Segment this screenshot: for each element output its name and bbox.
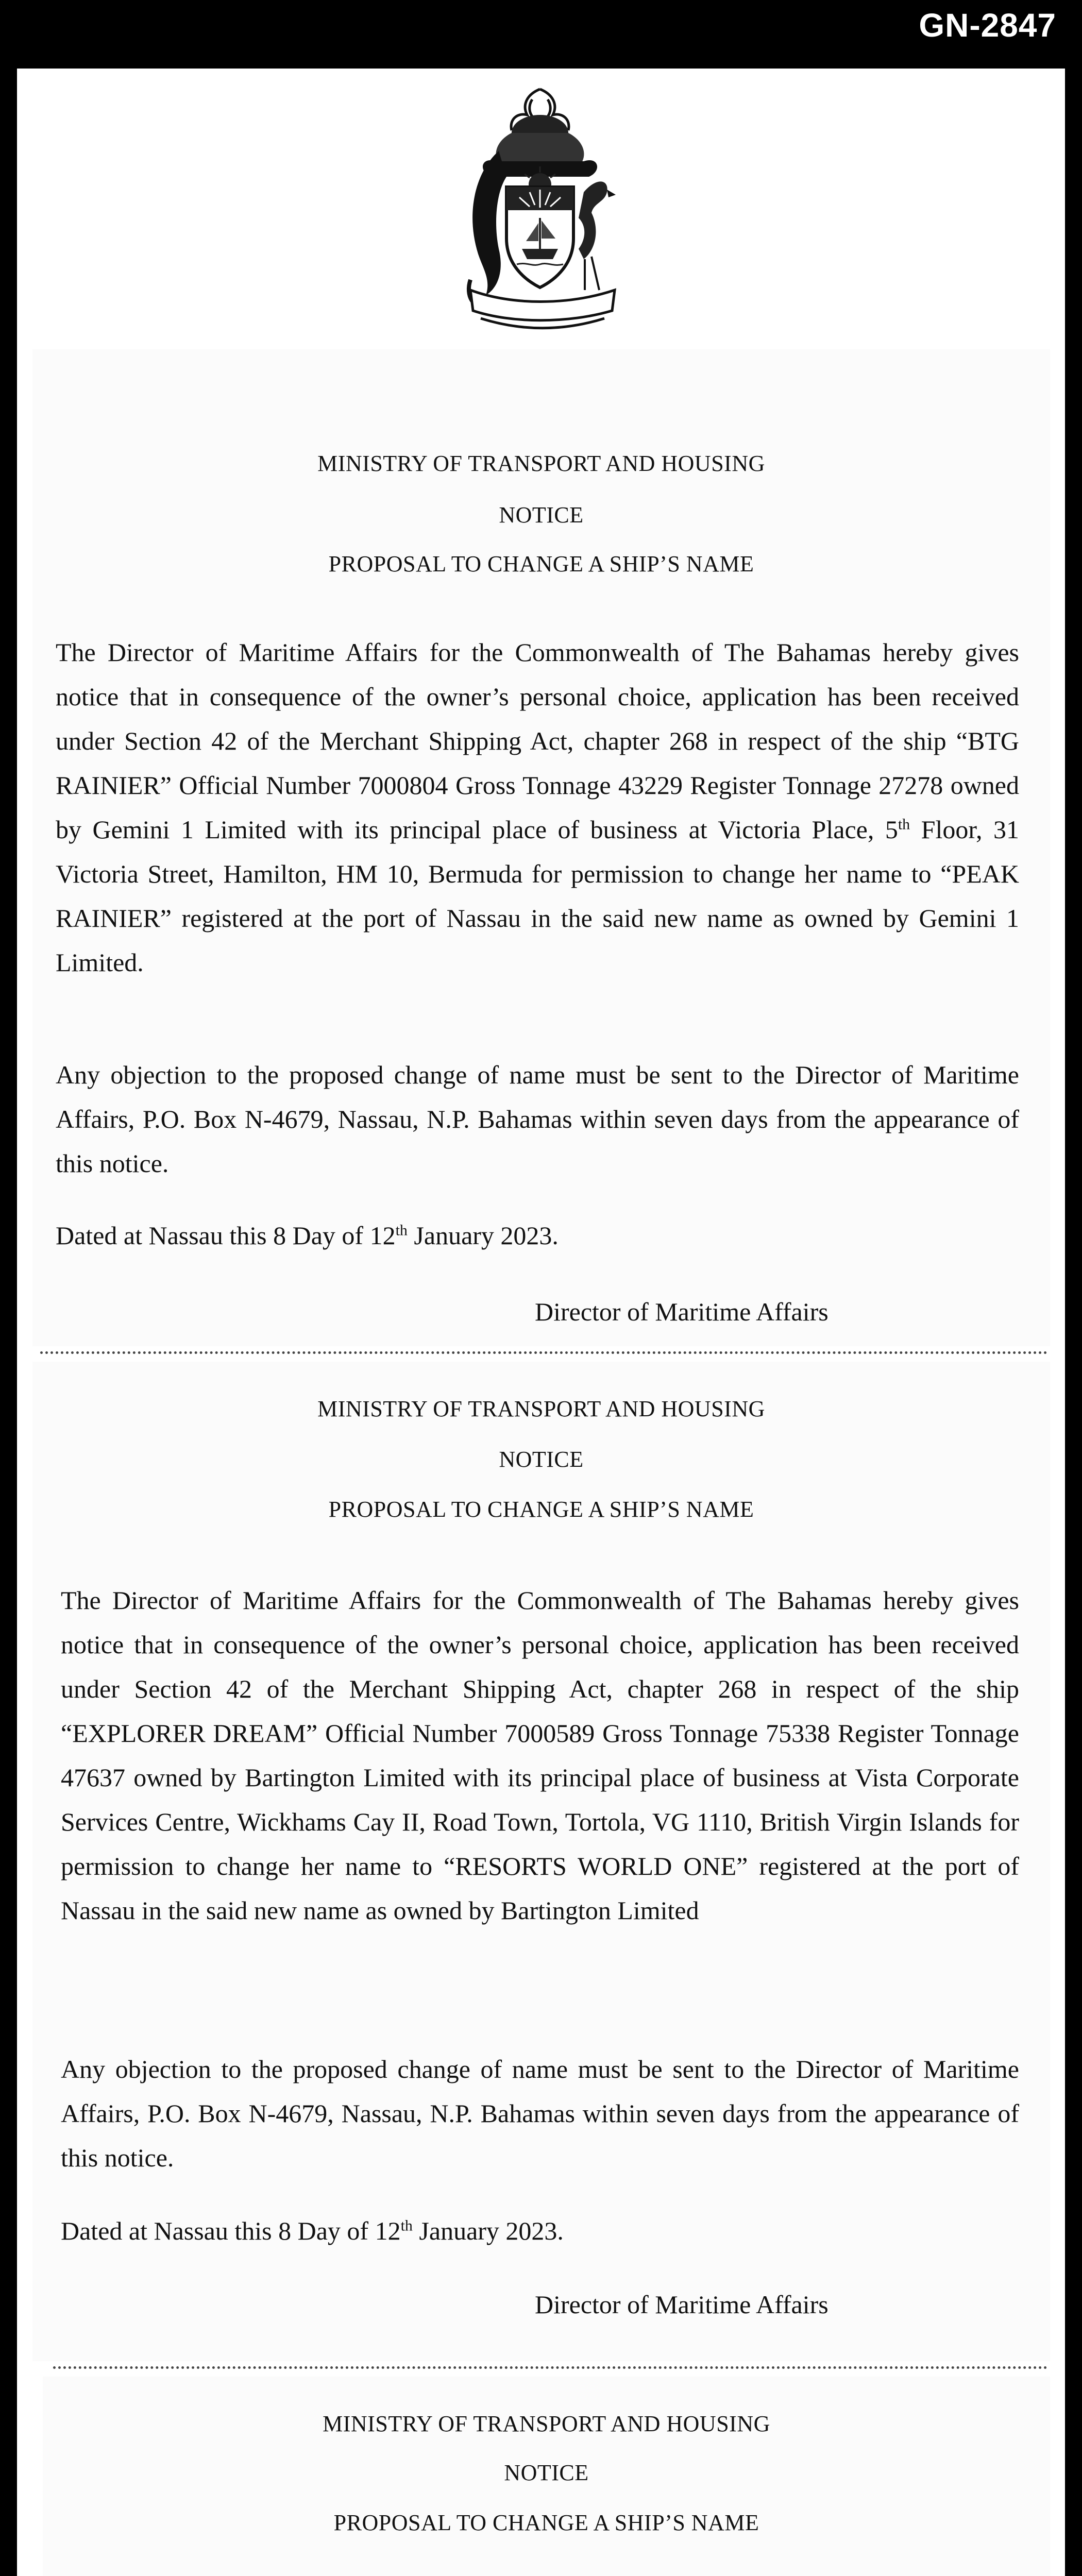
notice-body: The Director of Maritime Affairs for the Commonwealth of The Bahamas hereby gives notice that in consequence of the owner’s personal choice, application has been received under Section 42 of the Merchant Shipping Act, chapter 268 in respect of the ship “EXPLORER DREAM” Official Number 7000589 Gross Tonnage 75338 Register Tonnage 47637 owned by Bartington Limited with its principal place of business at Vista Corporate Services Centre, Wickhams Cay II, Road Town, Tortola, VG 1110, British Virgin Islands for permission to change her name to “RESORTS WORLD ONE” registered at the port of Nassau in the said new name as owned by Bartington Limited (61, 1586, 1019, 1925)
notice-falcon (43, 2377, 1050, 2576)
divider (53, 2366, 1047, 2369)
notice-heading: NOTICE (499, 1447, 584, 1472)
notice-subject: PROPOSAL TO CHANGE A SHIP’S NAME (328, 1497, 754, 1522)
signatory: Director of Maritime Affairs (535, 1297, 829, 1326)
notice-explorer-dream (32, 1362, 1050, 2361)
objection-paragraph: Any objection to the proposed change of name must be sent to the Director of Maritime Affairs, P.O. Box N-4679, Nassau, N.P. Bahamas within seven days from the appearance of this notice. (56, 1060, 1019, 1178)
notice-page (17, 69, 1065, 2576)
ministry-title: MINISTRY OF TRANSPORT AND HOUSING (323, 2411, 770, 2436)
divider (40, 1351, 1047, 1354)
notice-body: The Director of Maritime Affairs for the Commonwealth of The Bahamas hereby gives notice that in consequence of the owner’s personal choice, application has been received under Section 42 of the Merchant Shipping Act, chapter 268 in respect of the ship “BTG RAINIER” Official Number 7000804 Gross Tonnage 43229 Register Tonnage 27278 owned by Gemini 1 Limited with its principal place of business at Victoria Place, 5th Floor, 31 Victoria Street, Hamilton, HM 10, Bermuda for permission to change her name to “PEAK RAINIER” registered at the port of Nassau in the said new name as owned by Gemini 1 Limited. (56, 638, 1019, 977)
notice-subject: PROPOSAL TO CHANGE A SHIP’S NAME (333, 2510, 759, 2535)
objection-paragraph: Any objection to the proposed change of name must be sent to the Director of Maritime Affairs, P.O. Box N-4679, Nassau, N.P. Bahamas within seven days from the appearance of this notice. (61, 2055, 1019, 2172)
dated-line: Dated at Nassau this 8 Day of 12th January 2023. (61, 2216, 564, 2245)
notice-subject: PROPOSAL TO CHANGE A SHIP’S NAME (328, 551, 754, 577)
signatory: Director of Maritime Affairs (535, 2290, 829, 2319)
notice-heading: NOTICE (504, 2460, 589, 2485)
ministry-title: MINISTRY OF TRANSPORT AND HOUSING (317, 1396, 765, 1421)
gazette-number: GN-2847 (919, 7, 1056, 44)
bahamas-coat-of-arms (450, 84, 630, 336)
ministry-title: MINISTRY OF TRANSPORT AND HOUSING (317, 451, 765, 476)
notice-heading: NOTICE (499, 502, 584, 528)
notice-btg-rainier (32, 349, 1050, 1346)
dated-line: Dated at Nassau this 8 Day of 12th January 2023. (56, 1221, 559, 1250)
